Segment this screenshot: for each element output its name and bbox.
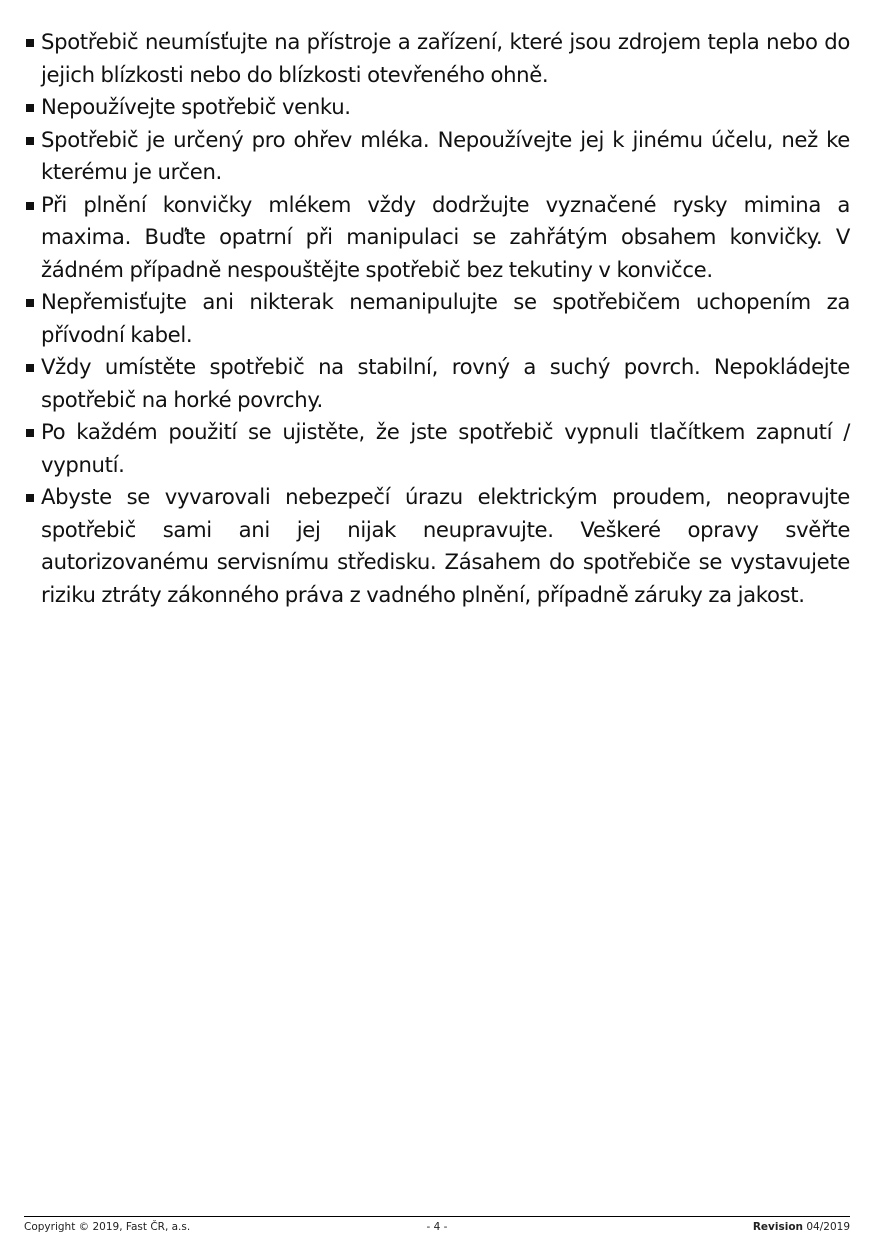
list-item xyxy=(24,91,850,124)
square-bullet-icon xyxy=(26,202,34,210)
page-footer xyxy=(24,1219,850,1235)
revision-value: 04/2019 xyxy=(806,1221,850,1233)
list-item-text: Spotřebič je určený pro ohřev mléka. Nepoužívejte jej k jinému účelu, než ke kterému je určen. xyxy=(41,126,850,184)
list-item-text: Nepřemisťujte ani nikterak nemanipulujte se spotřebičem uchopením za přívodní kabel. xyxy=(41,289,850,347)
list-item xyxy=(24,124,850,189)
revision-info xyxy=(753,1219,850,1235)
square-bullet-icon xyxy=(26,494,34,502)
list-item xyxy=(24,286,850,351)
list-item xyxy=(24,416,850,481)
square-bullet-icon xyxy=(26,39,34,47)
footer-divider xyxy=(24,1216,850,1217)
list-item xyxy=(24,481,850,611)
list-item xyxy=(24,351,850,416)
list-item-text: Vždy umístěte spotřebič na stabilní, rovný a suchý povrch. Nepokládejte spotřebič na horké povrchy. xyxy=(41,354,850,412)
list-item xyxy=(24,189,850,287)
page-number: - 4 - xyxy=(426,1221,448,1233)
square-bullet-icon xyxy=(26,137,34,145)
square-bullet-icon xyxy=(26,364,34,372)
square-bullet-icon xyxy=(26,299,34,307)
list-item xyxy=(24,26,850,91)
square-bullet-icon xyxy=(26,104,34,112)
list-item-text: Abyste se vyvarovali nebezpečí úrazu elektrickým proudem, neopravujte spotřebič sami ani jej nijak neupravujte. Veškeré opravy svěřte autorizovanému servisnímu středisku. Zásahem do spotřebiče se vystavujete riziku ztráty zákonného práva z vadného plnění, případně záruky za jakost. xyxy=(41,484,850,607)
list-item-text: Po každém použití se ujistěte, že jste spotřebič vypnuli tlačítkem zapnutí / vypnutí. xyxy=(41,419,850,477)
copyright-text: Copyright © 2019, Fast ČR, a.s. xyxy=(24,1221,191,1233)
list-item-text: Spotřebič neumísťujte na přístroje a zařízení, které jsou zdrojem tepla nebo do jejich blízkosti nebo do blízkosti otevřeného ohně. xyxy=(41,29,850,87)
list-item-text: Nepoužívejte spotřebič venku. xyxy=(41,94,351,119)
square-bullet-icon xyxy=(26,429,34,437)
list-item-text: Při plnění konvičky mlékem vždy dodržujte vyznačené rysky mimina a maxima. Buďte opatrní při manipulaci se zahřátým obsahem konvičky. V žádném případně nespouštějte spotřebič bez tekutiny v konvičce. xyxy=(41,191,850,282)
safety-instructions-list xyxy=(24,26,850,611)
revision-label: Revision xyxy=(752,1221,804,1233)
